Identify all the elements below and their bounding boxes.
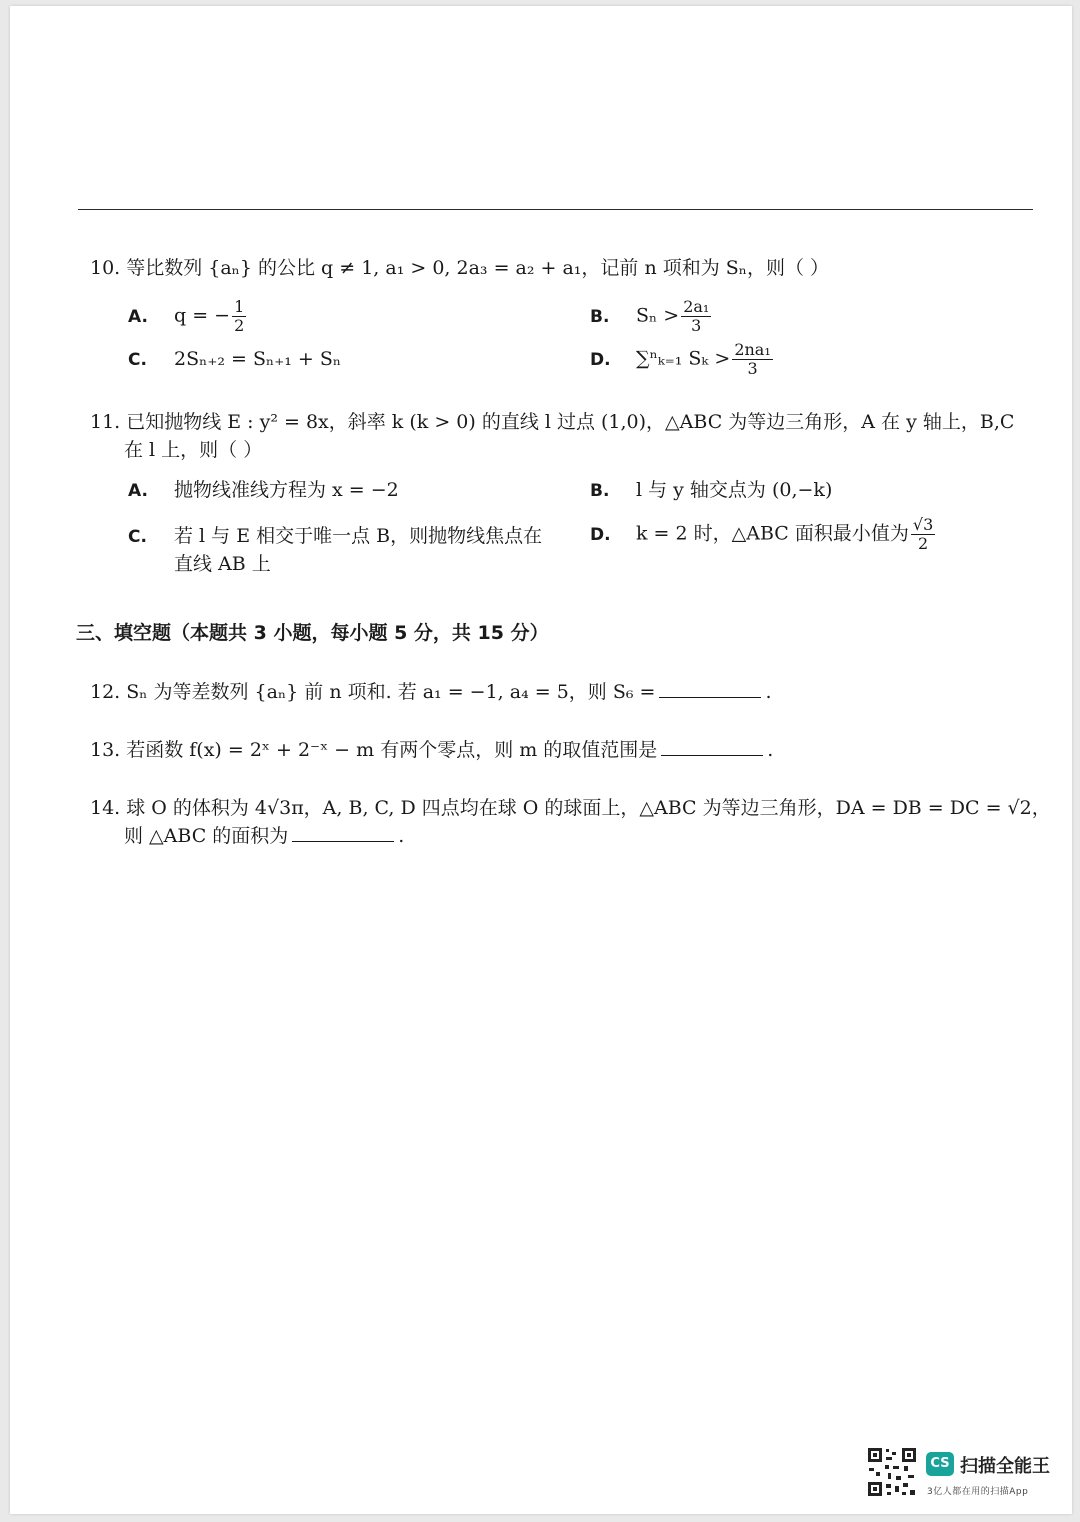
brand-tagline: 3亿人都在用的扫描App — [927, 1487, 1029, 1497]
question-text: 若函数 f(x) = 2ˣ + 2⁻ˣ − m 有两个零点，则 m 的取值范围是 — [126, 739, 658, 761]
question-11-cont: 在 l 上，则（ ） — [124, 439, 263, 461]
question-number: 11. — [90, 411, 121, 433]
option-label: D. — [590, 524, 611, 545]
option-label: A. — [128, 481, 148, 501]
fraction — [911, 516, 935, 553]
camscanner-logo: CS — [926, 1452, 954, 1476]
option-text: q = − — [174, 304, 231, 327]
question-13 — [90, 736, 773, 764]
option-text: Sₙ > — [636, 304, 680, 327]
fraction — [232, 298, 246, 335]
question-stem: 等比数列 {aₙ} 的公比 q ≠ 1, a₁ > 0, 2a₃ = a₂ + a₁，记前 n 项和为 Sₙ，则（ ） — [126, 257, 830, 279]
option-text: 2Sₙ₊₂ = Sₙ₊₁ + Sₙ — [174, 348, 342, 370]
question-11 — [90, 408, 1014, 436]
question-14-cont — [124, 822, 404, 850]
option-label: B. — [590, 481, 610, 501]
option-text: 抛物线准线方程为 x = −2 — [174, 479, 399, 501]
question-number: 14. — [90, 797, 121, 819]
question-stem: 已知抛物线 E : y² = 8x，斜率 k (k > 0) 的直线 l 过点 (1,0)，△ABC 为等边三角形，A 在 y 轴上，B,C — [126, 411, 1015, 433]
section-title: 三、填空题（本题共 3 小题，每小题 5 分，共 15 分） — [76, 622, 549, 644]
answer-blank[interactable] — [659, 679, 761, 698]
answer-blank[interactable] — [292, 823, 394, 842]
option-text: ∑ⁿₖ₌₁ Sₖ > — [636, 347, 731, 370]
option-label: C. — [128, 350, 147, 370]
option-11-b — [590, 476, 832, 505]
option-10-d — [590, 341, 775, 378]
option-text: 若 l 与 E 相交于唯一点 B，则抛物线焦点在 — [174, 525, 543, 547]
question-12 — [90, 678, 771, 706]
scanner-watermark — [866, 1446, 1066, 1506]
denominator: 2 — [234, 316, 245, 335]
denominator: 3 — [747, 359, 758, 378]
fraction — [681, 298, 711, 335]
question-number: 13. — [90, 739, 121, 761]
qr-code-icon — [866, 1446, 918, 1498]
period: . — [767, 739, 774, 761]
option-10-c — [128, 345, 341, 374]
question-number: 12. — [90, 681, 121, 703]
option-11-c — [128, 522, 542, 551]
question-number: 10. — [90, 257, 121, 279]
brand-name: 扫描全能王 — [960, 1456, 1050, 1477]
numerator: 2na₁ — [734, 340, 771, 359]
option-label: D. — [590, 349, 611, 370]
option-10-a — [128, 298, 248, 335]
denominator: 2 — [917, 534, 929, 553]
question-text: Sₙ 为等差数列 {aₙ} 前 n 项和. 若 a₁ = −1, a₄ = 5，则 S₆ = — [126, 681, 656, 703]
answer-blank[interactable] — [661, 737, 763, 756]
option-label: C. — [128, 527, 147, 547]
option-11-d — [590, 516, 937, 553]
option-text: k = 2 时，△ABC 面积最小值为 — [636, 522, 909, 545]
numerator: 1 — [234, 297, 245, 316]
option-text: l 与 y 轴交点为 (0,−k) — [636, 479, 833, 501]
option-label: A. — [128, 306, 148, 327]
numerator: 2a₁ — [683, 297, 710, 316]
period: . — [765, 681, 772, 703]
period: . — [398, 825, 405, 847]
question-14 — [90, 794, 1051, 822]
option-11-a — [128, 476, 399, 505]
option-10-b — [590, 298, 713, 335]
exam-page — [10, 6, 1072, 1514]
denominator: 3 — [691, 316, 702, 335]
numerator: √3 — [912, 515, 934, 534]
header-rule — [78, 209, 1033, 210]
option-11-c-cont: 直线 AB 上 — [174, 553, 271, 575]
fraction — [732, 341, 772, 378]
question-text: 则 △ABC 的面积为 — [124, 825, 289, 847]
question-text: 球 O 的体积为 4√3π，A, B, C, D 四点均在球 O 的球面上，△ABC 为等边三角形，DA = DB = DC = √2， — [126, 797, 1051, 819]
option-label: B. — [590, 306, 610, 327]
question-10 — [90, 254, 829, 282]
